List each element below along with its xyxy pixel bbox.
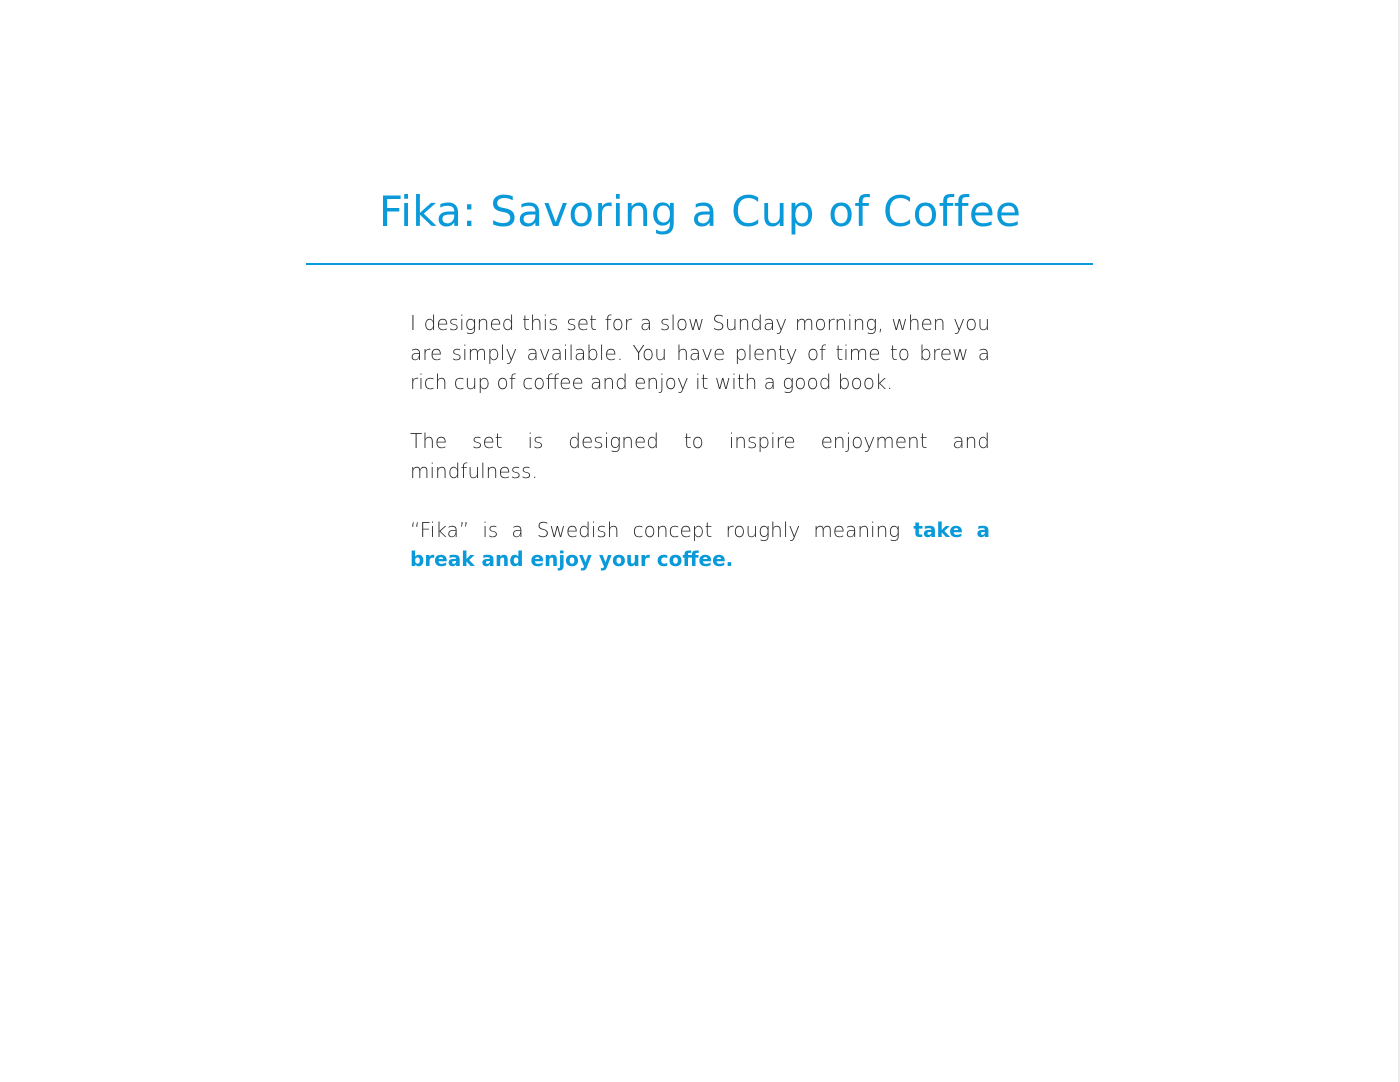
body-text <box>410 309 990 575</box>
fika-definition-lead: “Fika” is a Swedish concept roughly meaning <box>410 517 914 542</box>
paragraph-intro: I designed this set for a slow Sunday morning, when you are simply available. You have plenty of time to brew a rich cup of coffee and enjoy it with a good book. <box>410 311 990 394</box>
paragraph-purpose: The set is designed to inspire enjoyment and mindfulness. <box>410 429 990 483</box>
paragraph-fika-definition <box>410 516 990 575</box>
title-divider <box>306 263 1093 265</box>
page-title: Fika: Savoring a Cup of Coffee <box>378 187 1022 236</box>
fika-definition-highlight: take a break and enjoy your coffee. <box>410 517 991 571</box>
